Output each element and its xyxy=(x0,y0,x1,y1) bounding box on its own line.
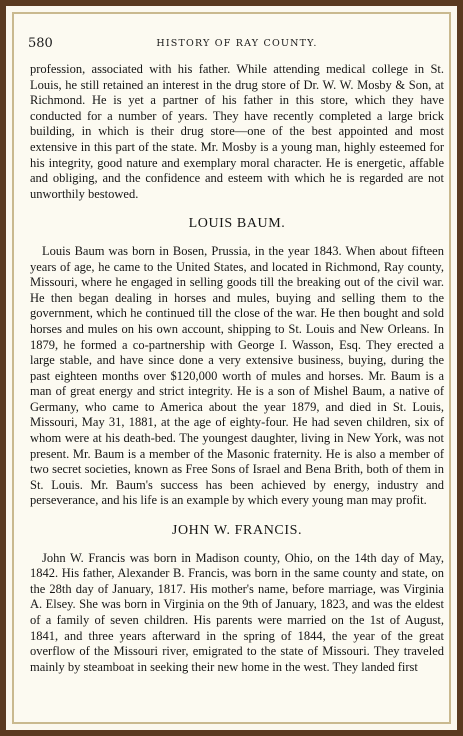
section-heading-louis-baum: LOUIS BAUM. xyxy=(188,216,286,232)
john-francis-paragraph: John W. Francis was born in Madison county, Ohio, on the 14th day of May, 1842. His father, Alexander B. Francis, was born in the same county and state, on the 28th day of January, 1817. His mother's name, before marriage, was Virginia A. Elsey. She was born in Virginia on the 9th of January, 1823, and was the eldest of a family of seven children. His parents were married on the 1st of August, 1841, and three years afterward in the spring of 1844, the year of the great overflow of the Missouri river, emigrated to the state of Missouri. They traveled mainly by steamboat in seeking their new home in the west. They landed first xyxy=(30,550,444,674)
page-header xyxy=(28,36,446,52)
page-body xyxy=(30,62,444,675)
louis-baum-paragraph: Louis Baum was born in Bosen, Prussia, in the year 1843. When about fifteen years of age, he came to the United States, and located in Richmond, Ray county, Missouri, where he engaged in selling goods till the breaking out of the civil war. He then began dealing in horses and mules, buying and selling them to the government, which he continued till the close of the war. He then bought and sold horses and mules on his own account, shipping to St. Louis and New Orleans. In 1879, he formed a co-partnership with George I. Wasson, Esq. They erected a large stable, and have since done a very extensive business, buying, during the past eighteen months over $120,000 worth of mules and horses. Mr. Baum is a man of great energy and strict integrity. He is a son of Mishel Baum, a native of Germany, who came to America about the year 1879, and died in St. Louis, Missouri, May 31, 1881, at the age of eighty-four. He had seven children, six of whom were at his death-bed. The youngest daughter, living in New York, was not present. Mr. Baum is a member of the Masonic fraternity. He is also a member of two secret societies, known as Free Sons of Israel and Bena Brith, both of them in St. Louis. Mr. Baum's success has been achieved by energy, industry and perseverance, and his life is an example by which every young man may profit. xyxy=(30,243,444,508)
running-title: HISTORY OF RAY COUNTY. xyxy=(156,38,318,49)
page-number: 580 xyxy=(28,36,53,51)
mosby-paragraph: profession, associated with his father. While attending medical college in St. Louis, he still retained an interest in the drug store of Dr. W. W. Mosby & Son, at Richmond. He is yet a partner of his father in this store, which they have conducted for a number of years. They have recently completed a large brick building, in which is their drug store—one of the best appointed and most extensive in this part of the state. Mr. Mosby is a young man, highly esteemed for his integrity, good nature and exemplary moral character. He is energetic, affable and obliging, and the confidence and esteem with which he is regarded are not unworthily bestowed. xyxy=(30,62,444,201)
section-heading-john-francis: JOHN W. FRANCIS. xyxy=(171,523,303,539)
